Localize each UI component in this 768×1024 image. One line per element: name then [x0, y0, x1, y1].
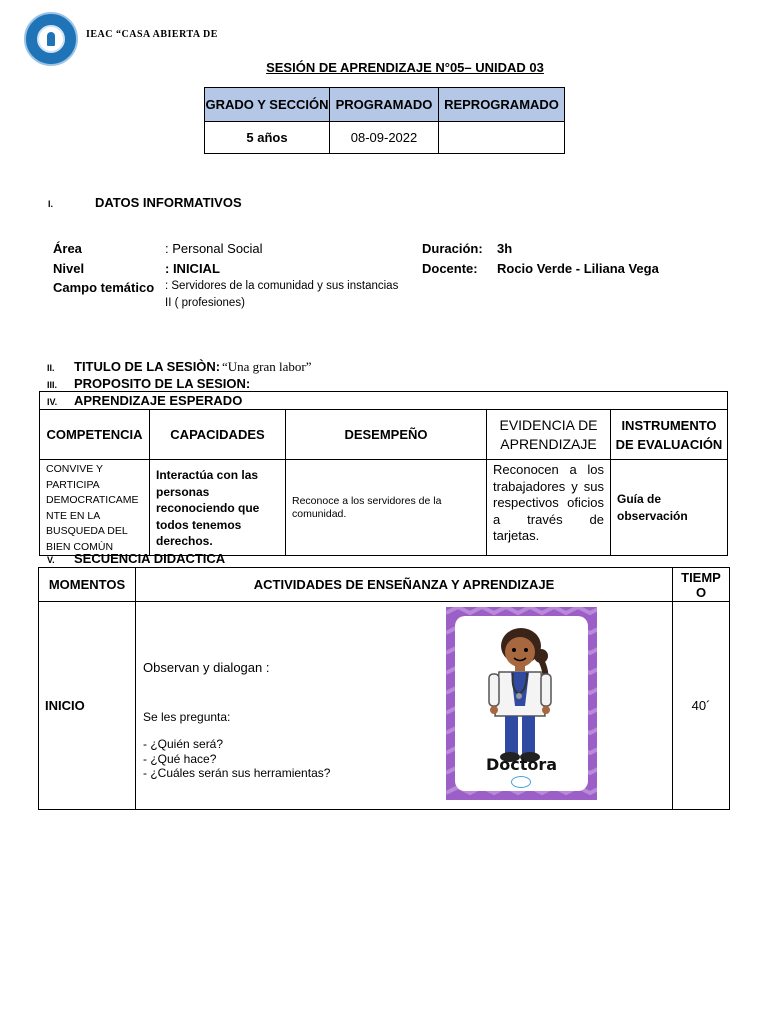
header-actividades: ACTIVIDADES DE ENSEÑANZA Y APRENDIZAJE [136, 568, 673, 602]
question-item: - ¿Qué hace? [143, 751, 217, 766]
cell-tiempo: 40´ [673, 602, 730, 810]
school-logo-icon [24, 12, 78, 66]
competencia-line: PARTICIPA [46, 478, 100, 491]
section2-title: TITULO DE LA SESIÒN: [74, 359, 221, 374]
session-title-value: “Una gran labor” [222, 359, 312, 374]
campo-value-line1: : Servidores de la comunidad y sus instancias [165, 280, 399, 292]
pregunta-text: Se les pregunta: [143, 710, 231, 724]
question-item: - ¿Quién será? [143, 737, 224, 751]
cell-grado: 5 años [205, 122, 330, 154]
competencia-line: BIEN COMÙN [46, 540, 114, 553]
header-tiempo-line1: TIEMP [681, 569, 721, 585]
cell-evidencia: Reconocen a los trabajadores y sus respectivos oficios a través de tarjetas. [487, 460, 611, 556]
campo-value-line2: II ( profesiones) [165, 297, 245, 309]
section4-number: IV. [47, 397, 58, 407]
card-label: Doctora [485, 755, 558, 774]
doctora-card [446, 607, 597, 800]
card-inner [455, 616, 588, 791]
duracion-value: 3h [497, 241, 513, 256]
header-reprogramado: REPROGRAMADO [439, 88, 565, 122]
header-momentos: MOMENTOS [39, 568, 136, 602]
cell-programado: 08-09-2022 [330, 122, 439, 154]
header-grado: GRADO Y SECCIÓN [205, 88, 330, 122]
cell-momento: INICIO [39, 602, 136, 810]
cell-capacidades: Interactúa con las personas reconociendo que todos tenemos derechos. [150, 460, 286, 556]
campo-label: Campo temático [53, 280, 155, 295]
cell-reprogramado [439, 122, 565, 154]
header-tiempo-line2: O [695, 584, 707, 600]
observan-text: Observan y dialogan : [143, 660, 270, 675]
cell-desempeno: Reconoce a los servidores de la comunidad. [286, 460, 487, 556]
section1-title: DATOS INFORMATIVOS [95, 195, 242, 210]
section2-number: II. [47, 363, 55, 373]
question-item: - ¿Cuáles serán sus herramientas? [143, 766, 331, 780]
section3-title: PROPOSITO DE LA SESION: [74, 376, 251, 391]
card-badge-icon [511, 776, 531, 788]
competencia-line: CONVIVE Y [46, 463, 103, 475]
schedule-table [204, 87, 565, 154]
area-value: : Personal Social [165, 241, 263, 256]
questions-list [143, 737, 330, 781]
duracion-label: Duración: [422, 241, 483, 256]
document-title: SESIÓN DE APRENDIZAJE N°05– UNIDAD 03 [266, 60, 544, 75]
section5-number: V. [47, 555, 55, 565]
section3-number: III. [47, 380, 58, 390]
header-competencia: COMPETENCIA [40, 410, 150, 460]
nivel-label: Nivel [53, 261, 85, 276]
cell-instrumento: Guía de observación [611, 460, 728, 556]
section5-title: SECUENCIA DIDACTICA [74, 551, 226, 566]
header-tiempo [673, 568, 730, 602]
area-label: Área [53, 241, 82, 256]
header-programado: PROGRAMADO [330, 88, 439, 122]
competencia-line: NTE EN LA [46, 509, 101, 522]
competencia-line: BUSQUEDA DEL [46, 525, 128, 537]
sequence-table [38, 567, 730, 810]
header-capacidades: CAPACIDADES [150, 410, 286, 460]
docente-value: Rocio Verde - Liliana Vega [497, 261, 659, 276]
header-evidencia: EVIDENCIA DE APRENDIZAJE [487, 410, 611, 460]
cell-competencia [40, 460, 150, 556]
institution-name: IEAC “CASA ABIERTA DE [86, 29, 218, 40]
docente-label: Docente: [422, 261, 478, 276]
header-desempeno: DESEMPEÑO [286, 410, 487, 460]
header-instrumento: INSTRUMENTO DE EVALUACIÓN [611, 410, 728, 460]
section1-number: I. [48, 199, 54, 209]
competencia-line: DEMOCRATICAME [46, 494, 139, 506]
learning-table [39, 409, 728, 556]
nivel-value: : INICIAL [165, 261, 220, 276]
section4-title: APRENDIZAJE ESPERADO [74, 393, 243, 408]
